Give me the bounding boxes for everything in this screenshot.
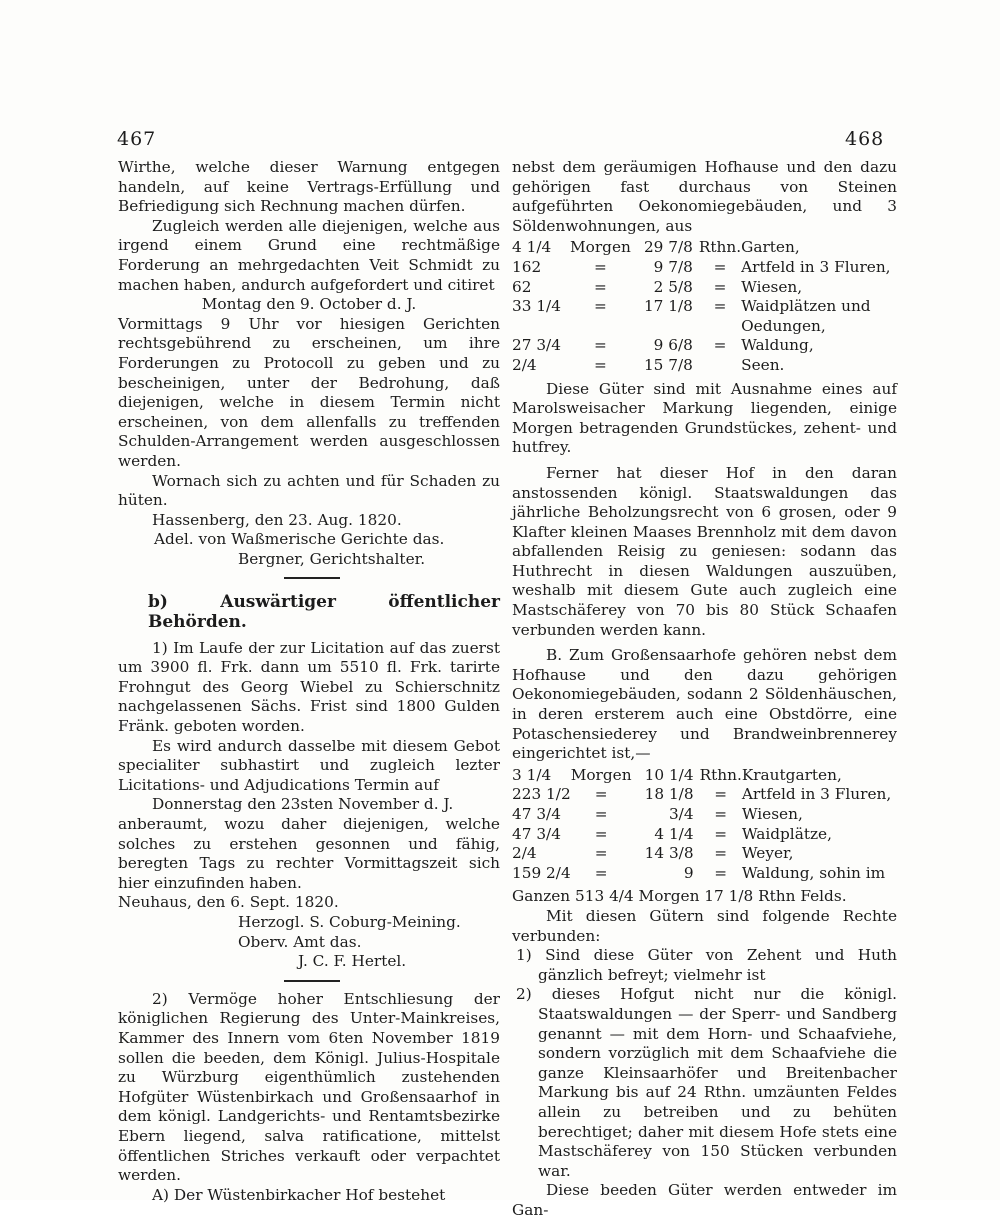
cell-rods: 4 1/4: [654, 824, 694, 843]
list-item: 2) dieses Hofgut nicht nur die königl. Staatswaldungen — der Sperr- und Sandberg genannt — mit dem Horn- und Schaafviehe, sondern vorzüglich mit dem Schaafviehe die ganze Kleinsaarhöfer und Breitenbacher Markung bis auf 24 Rthn. umzäunten Feldes allein zu betreiben und zu behüten berechtiget; daher mit diesem Hofe stets eine Mastschäferey von 150 Stücken verbunden war.: [516, 985, 897, 1180]
signature-line: Herzogl. S. Coburg-Meining.: [238, 912, 461, 931]
cell-unit: =: [594, 297, 607, 316]
cell-description: Weyer,: [741, 844, 794, 863]
cell-unit2: =: [714, 824, 728, 843]
cell-rods: 3/4: [668, 805, 694, 823]
cell-description: Waidplätzen und: [741, 297, 871, 316]
paragraph: Zugleich werden alle diejenigen, welche aus irgend einem Grund eine rechtmäßige Forderung an mehrgedachten Veit Schmidt zu machen haben, andurch aufgefordert und citiret: [118, 216, 500, 294]
cell-unit2: =: [714, 785, 728, 804]
separator-rule: [284, 980, 340, 982]
cell-description: Wiesen,: [741, 277, 803, 296]
paragraph: B. Zum Großensaarhofe gehören nebst dem Hofhause und den dazu gehörigen Oekonomiegebäuden, sodann 2 Söldenhäuschen, in deren ersterem auch eine Obstdörre, eine Potaschensiederey und Brandweinbrennerey eingerichtet ist,—: [512, 646, 897, 763]
paragraph: Diese beeden Güter werden entweder im Gan-: [512, 1181, 897, 1219]
table-row: [512, 278, 897, 298]
cell-rods: 17 1/8: [643, 297, 693, 316]
paragraph: Vormittags 9 Uhr vor hiesigen Gerichten rechtsgebührend zu erscheinen, um ihre Forderungen zu Protocoll zu geben und zu bescheinigen, unter der Bedrohung, daß diejenigen, welche in diesem Termin nicht erscheinen, von dem allenfalls zu treffenden Schulden-Arrangement werden ausgeschlossen werden.: [118, 314, 500, 470]
cell-description: Waldung,: [741, 336, 814, 355]
cell-amount: 2/4: [512, 844, 537, 863]
cell-unit2: Rthn.: [698, 238, 742, 257]
cell-unit2: =: [714, 844, 728, 863]
cell-amount: 33 1/4: [512, 297, 561, 316]
table-row: [512, 825, 897, 845]
cell-amount: 62: [512, 277, 532, 296]
paragraph: Wirthe, welche dieser Warnung entgegen handeln, auf keine Vertrags-Erfüllung und Befriedigung sich Rechnung machen dürfen.: [118, 158, 500, 216]
date-line: Donnerstag den 23sten November d. J.: [152, 795, 454, 814]
cell-unit: Morgen: [570, 765, 632, 784]
table-row: [512, 356, 897, 376]
cell-unit: =: [594, 785, 608, 804]
signature-line: Adel. von Waßmerische Gerichte das.: [154, 530, 445, 549]
cell-description: Oedungen,: [741, 316, 826, 335]
cell-amount: 27 3/4: [512, 336, 561, 355]
signature-line: J. C. F. Hertel.: [298, 952, 407, 971]
land-table-1: [512, 238, 897, 375]
cell-description: Seen.: [741, 355, 785, 374]
cell-rods: 2 5/8: [653, 277, 693, 296]
list-item: 1) Sind diese Güter von Zehent und Huth gänzlich befreyt; vielmehr ist: [516, 946, 897, 984]
cell-amount: 3 1/4: [512, 765, 552, 784]
separator-rule: [284, 577, 340, 579]
cell-unit: =: [594, 863, 608, 882]
cell-rods: 18 1/8: [644, 785, 694, 804]
table-row: [512, 317, 897, 337]
total-line: Ganzen 513 4/4 Morgen 17 1/8 Rthn Felds.: [512, 887, 847, 906]
paragraph: 1) Im Laufe der zur Licitation auf das zuerst um 3900 fl. Frk. dann um 5510 fl. Frk. tarirte Frohngut des Georg Wiebel zu Schierschnitz nachgelassenen Sächs. Frist sind 1800 Gulden Fränk. geboten worden.: [118, 638, 500, 736]
cell-unit2: =: [713, 336, 727, 355]
land-table-2: [512, 766, 897, 884]
paragraph: nebst dem geräumigen Hofhause und den dazu gehörigen fast durchaus von Steinen aufgeführten Oekonomiegebäuden, und 3 Söldenwohnungen, aus: [512, 158, 897, 235]
cell-unit: =: [594, 805, 608, 823]
cell-description: Artfeld in 3 Fluren,: [741, 785, 892, 804]
paragraph: Ferner hat dieser Hof in den daran anstossenden königl. Staatswaldungen das jährliche Beholzungsrecht von 6 grosen, oder 9 Klafter kleinen Maases Brennholz mit dem davon abfallenden Reisig zu geniesen: sodann das Huthrecht in diesen Waldungen auszuüben, weshalb mit diesem Gute auch zugleich eine Mastschäferey von 70 bis 80 Stück Schaafen verbunden werden kann.: [512, 463, 897, 639]
cell-description: Waldung, sohin im: [741, 863, 886, 882]
section-heading: b) Auswärtiger öffentlicher Behörden.: [148, 592, 500, 633]
cell-amount: 159 2/4: [512, 863, 571, 882]
cell-unit: =: [594, 336, 607, 355]
page-number-left: 467: [117, 128, 157, 150]
place-date: Neuhaus, den 6. Sept. 1820.: [118, 893, 339, 912]
page-number-right: 468: [845, 128, 885, 150]
cell-unit: [570, 317, 631, 337]
cell-unit: =: [594, 824, 608, 843]
right-column: [512, 158, 897, 1220]
place-date: Hassenberg, den 23. Aug. 1820.: [152, 510, 402, 529]
cell-rods: [631, 317, 699, 337]
table-row: [512, 805, 897, 825]
cell-rods: 29 7/8: [643, 238, 693, 257]
cell-amount: 4 1/4: [512, 238, 552, 257]
cell-unit2: =: [714, 863, 728, 882]
cell-description: Artfeld in 3 Fluren,: [741, 257, 891, 276]
cell-rods: 9 6/8: [653, 336, 693, 355]
table-row: [512, 844, 897, 864]
cell-unit2: Rthn.: [699, 765, 742, 784]
paragraph: A) Der Wüstenbirkacher Hof bestehet: [152, 1185, 446, 1204]
cell-description: Krautgarten,: [741, 765, 842, 784]
cell-unit: =: [594, 277, 607, 296]
table-row: [512, 336, 897, 356]
table-row: [512, 297, 897, 317]
cell-unit2: =: [713, 257, 727, 276]
cell-unit: =: [594, 257, 607, 276]
cell-unit2: =: [713, 277, 727, 296]
cell-unit2: =: [713, 297, 727, 316]
cell-unit2: =: [714, 805, 728, 823]
cell-amount: 223 1/2: [512, 785, 571, 804]
cell-unit2: [699, 356, 741, 376]
paragraph: 2) Vermöge hoher Entschliesung der königlichen Regierung des Unter-Mainkreises, Kammer des Innern vom 6ten November 1819 sollen die beeden, dem Königl. Julius-Hospitale zu Würzburg eigenthümlich zustehenden Hofgüter Wüstenbirkach und Großensaarhof in dem königl. Landgerichts- und Rentamtsbezirke Ebern liegend, salva ratificatione, mittelst öffentlichen Striches verkauft oder verpachtet werden.: [118, 989, 500, 1185]
table-row: [512, 238, 897, 258]
cell-unit2: [699, 317, 741, 337]
cell-amount: 47 3/4: [512, 805, 561, 823]
cell-description: Wiesen,: [741, 805, 803, 823]
cell-amount: 2/4: [512, 355, 537, 374]
paragraph: Es wird andurch dasselbe mit diesem Gebot specialiter subhastirt und zugleich lezter Licitations- und Adjudications Termin auf: [118, 736, 500, 794]
date-line: Montag den 9. October d. J.: [201, 295, 417, 314]
table-row: [512, 785, 897, 805]
cell-rods: 14 3/8: [644, 844, 694, 863]
cell-description: Garten,: [741, 238, 800, 257]
paragraph: anberaumt, wozu daher diejenigen, welche solches zu erstehen gesonnen und fähig, beregten Tags zu rechter Vormittagszeit sich hier einzufinden haben.: [118, 815, 500, 892]
table-row: [512, 864, 897, 884]
table-row: [512, 766, 897, 786]
cell-unit: =: [594, 844, 608, 863]
paragraph: Diese Güter sind mit Ausnahme eines auf Marolsweisacher Markung liegenden, einige Morgen betragenden Grundstückes, zehent- und hutfrey.: [512, 379, 897, 457]
cell-unit: =: [594, 355, 607, 374]
cell-amount: [512, 317, 570, 337]
cell-rods: 10 1/4: [644, 765, 694, 784]
paragraph: Wornach sich zu achten und für Schaden zu hüten.: [118, 471, 500, 510]
cell-rods: 9: [683, 863, 694, 882]
left-column: [118, 158, 500, 1205]
signature-line: Bergner, Gerichtshalter.: [238, 549, 426, 568]
cell-rods: 15 7/8: [643, 355, 693, 374]
cell-unit: Morgen: [570, 238, 631, 257]
paragraph: Mit diesen Gütern sind folgende Rechte verbunden:: [512, 906, 897, 945]
table-row: [512, 258, 897, 278]
cell-rods: 9 7/8: [653, 257, 693, 276]
cell-amount: 162: [512, 257, 542, 276]
signature-line: Oberv. Amt das.: [238, 932, 362, 951]
cell-description: Waidplätze,: [741, 824, 832, 843]
cell-amount: 47 3/4: [512, 824, 561, 843]
